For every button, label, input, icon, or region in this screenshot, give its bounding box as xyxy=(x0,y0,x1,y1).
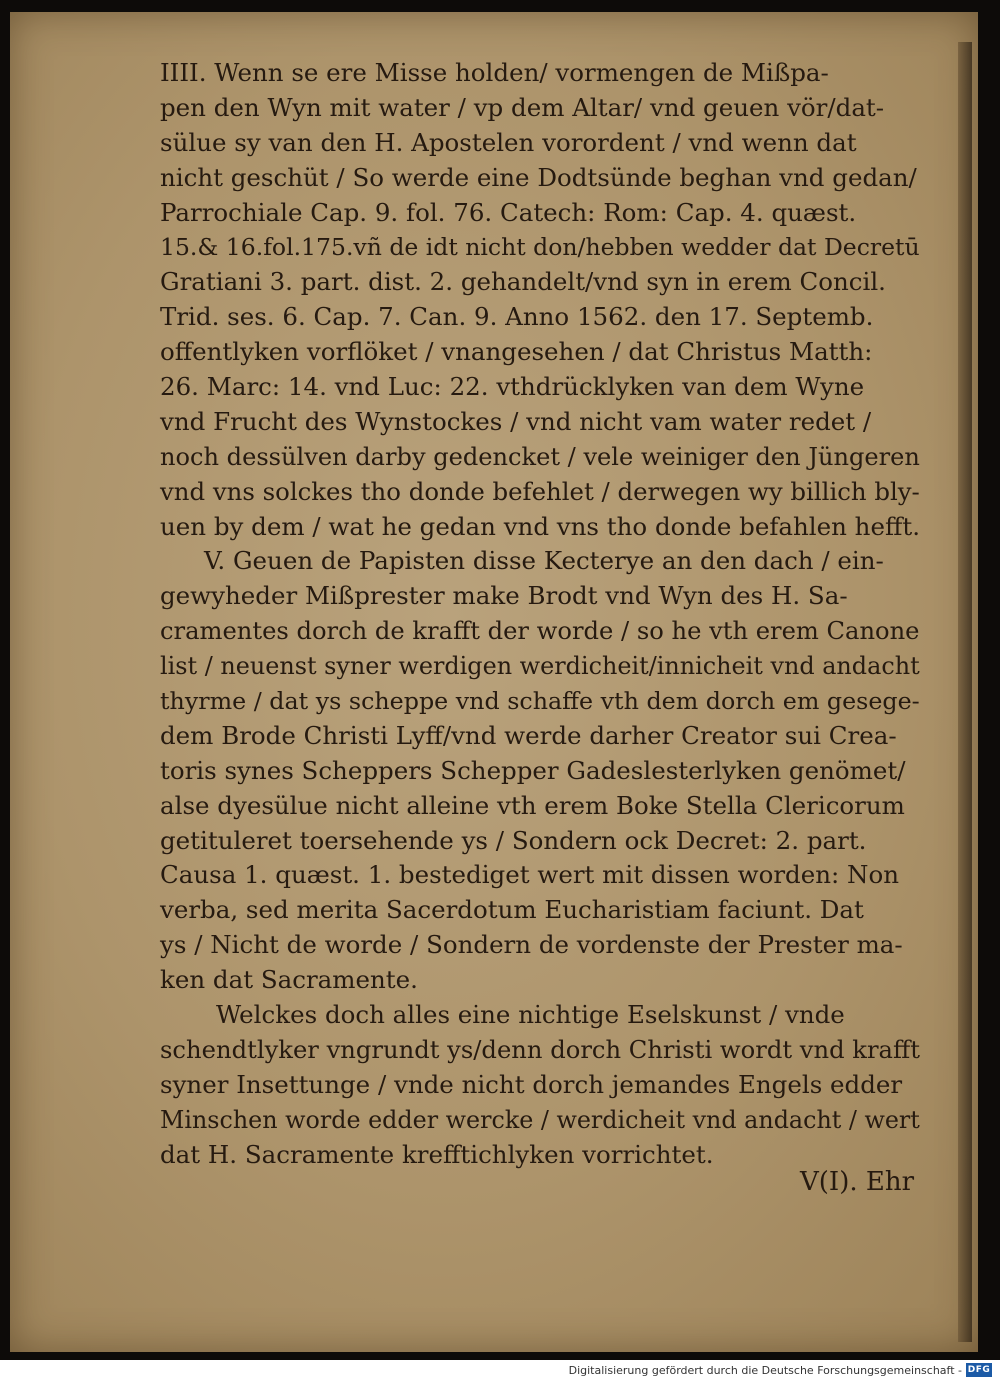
text-line: getituleret toersehende ys / Sondern ock Decret: 2. part. xyxy=(160,825,867,855)
text-line: Welckes doch alles eine nichtige Eselskunst / vnde xyxy=(216,1000,845,1030)
page-text xyxy=(160,56,920,1173)
page-edge-shadow xyxy=(958,42,972,1342)
text-line: 15.& 16.fol.175.vñ de idt nicht don/hebben wedder dat Decretū xyxy=(160,233,920,262)
text-line: toris synes Scheppers Schepper Gadeslesterlyken genömet/ xyxy=(160,755,906,785)
funding-credit: Digitalisierung gefördert durch die Deutsche Forschungsgemeinschaft - xyxy=(568,1364,962,1377)
text-line: Minschen worde edder wercke / werdicheit vnd andacht / wert xyxy=(160,1105,920,1134)
text-line: ken dat Sacramente. xyxy=(160,965,418,995)
text-line: Gratiani 3. part. dist. 2. gehandelt/vnd syn in erem Concil. xyxy=(160,267,886,297)
text-line: 26. Marc: 14. vnd Luc: 22. vthdrücklyken van dem Wyne xyxy=(160,372,865,402)
text-line: vnd vns solckes tho donde befehlet / derwegen wy billich bly- xyxy=(160,476,920,506)
text-line: dat H. Sacramente krefftichlyken vorrichtet. xyxy=(160,1139,714,1169)
text-line: cramentes dorch de krafft der worde / so he vth erem Canone xyxy=(160,617,920,646)
text-line: pen den Wyn mit water / vp dem Altar/ vnd geuen vör/dat- xyxy=(160,92,885,122)
text-line: Causa 1. quæst. 1. bestediget wert mit dissen worden: Non xyxy=(160,860,899,890)
text-line: offentlyken vorflöket / vnangesehen / dat Christus Matth: xyxy=(160,337,873,367)
text-line: verba, sed merita Sacerdotum Eucharistiam faciunt. Dat xyxy=(160,895,864,925)
dfg-logo-icon: DFG xyxy=(967,1365,991,1375)
text-line: ys / Nicht de worde / Sondern de vordenste der Prester ma- xyxy=(160,930,903,960)
text-line: alse dyesülue nicht alleine vth erem Boke Stella Clericorum xyxy=(160,790,905,820)
text-line: noch dessülven darby gedencket / vele weiniger den Jüngeren xyxy=(160,442,920,471)
text-line: sülue sy van den H. Apostelen vorordent / vnd wenn dat xyxy=(160,127,857,157)
text-line: nicht geschüt / So werde eine Dodtsünde beghan vnd gedan/ xyxy=(160,162,917,192)
text-line: schendtlyker vngrundt ys/denn dorch Christi wordt vnd krafft xyxy=(160,1034,920,1064)
text-line: V. Geuen de Papisten disse Kecterye an den dach / ein- xyxy=(204,546,884,576)
footer-bar xyxy=(0,1360,1000,1382)
text-line: syner Insettunge / vnde nicht dorch jemandes Engels edder xyxy=(160,1069,903,1099)
text-line: gewyheder Mißprester make Brodt vnd Wyn des H. Sa- xyxy=(160,581,848,611)
text-line: dem Brode Christi Lyff/vnd werde darher Creator sui Crea- xyxy=(160,720,897,750)
text-line: thyrme / dat ys scheppe vnd schaffe vth dem dorch em gesege- xyxy=(160,687,920,716)
catchword: V(I). Ehr xyxy=(800,1167,915,1197)
text-line: Parrochiale Cap. 9. fol. 76. Catech: Rom: Cap. 4. quæst. xyxy=(160,197,857,227)
text-line: vnd Frucht des Wynstockes / vnd nicht vam water redet / xyxy=(160,406,872,436)
text-line: uen by dem / wat he gedan vnd vns tho donde befahlen hefft. xyxy=(160,511,920,541)
text-line: Trid. ses. 6. Cap. 7. Can. 9. Anno 1562. den 17. Septemb. xyxy=(160,302,874,332)
text-line: IIII. Wenn se ere Misse holden/ vormengen de Mißpa- xyxy=(160,58,829,87)
text-line: list / neuenst syner werdigen werdicheit/innicheit vnd andacht xyxy=(160,652,920,681)
